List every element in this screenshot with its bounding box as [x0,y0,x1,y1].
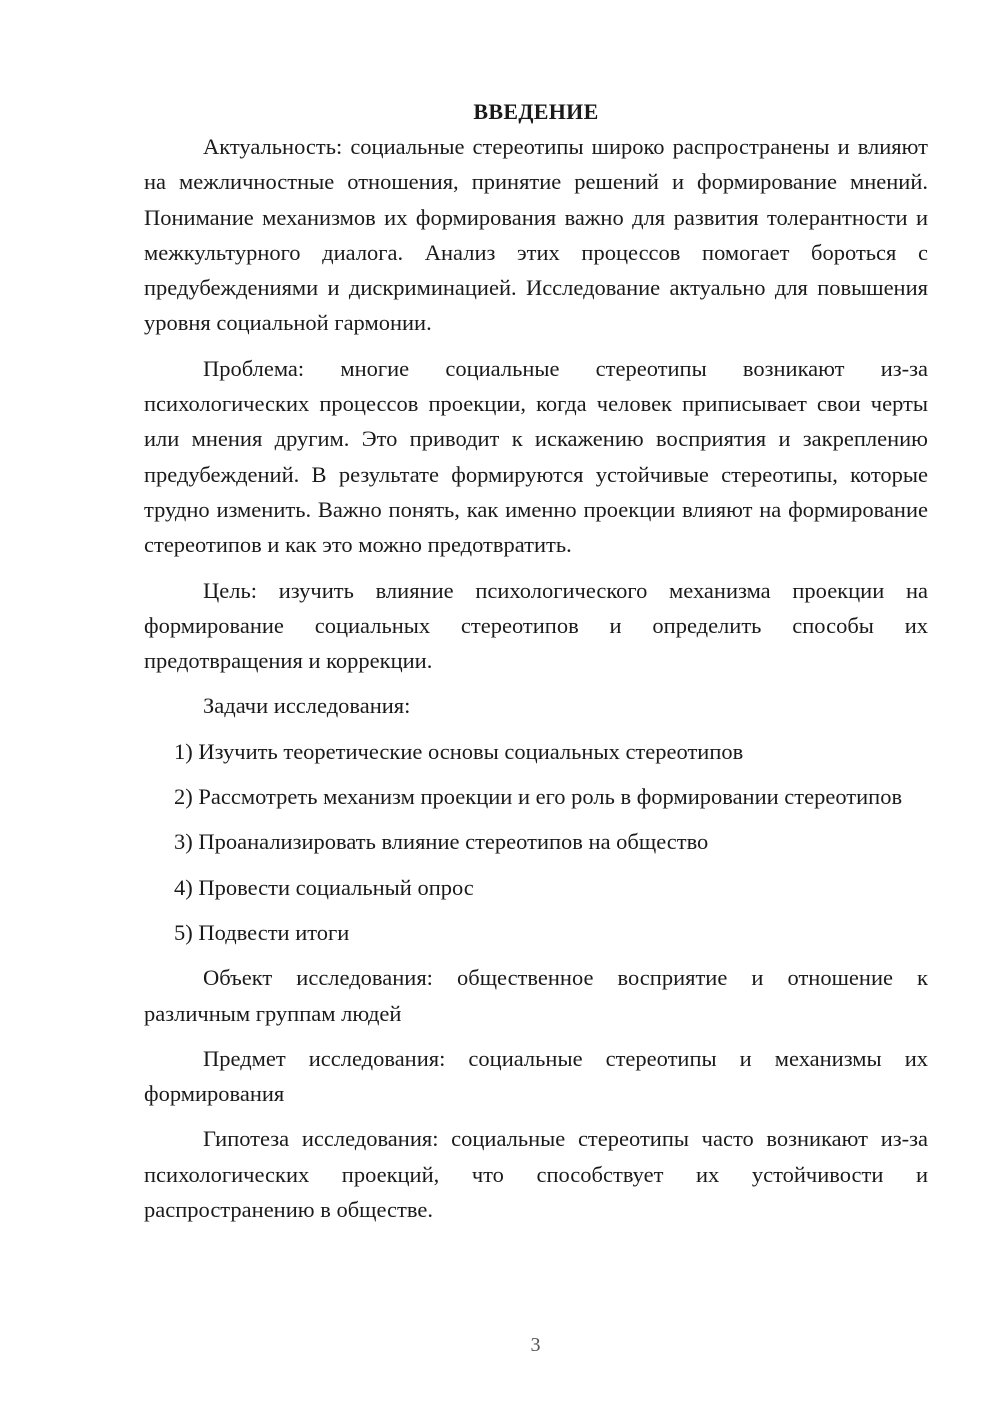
paragraph-object: Объект исследования: общественное восприятие и отношение к различным группам людей [144,965,928,1026]
paragraph-hypothesis: Гипотеза исследования: социальные стереотипы часто возникают из-за психологических проекций, что способствует их устойчивости и распространению в обществе. [144,1126,928,1223]
paragraph-subject: Предмет исследования: социальные стереотипы и механизмы их формирования [144,1045,928,1107]
paragraph-tasks-heading: Задачи исследования: [203,693,411,719]
page-number: 3 [530,1334,541,1356]
task-item-1: 1) Изучить теоретические основы социальных стереотипов [174,738,744,764]
paragraph-goal: Цель: изучить влияние психологического механизма проекции на формирование социальных стереотипов и определить способы их предотвращения и коррекции. [144,577,928,674]
paragraph-problem: Проблема: многие социальные стереотипы возникают из-за психологических процессов проекции, когда человек приписывает свои черты или мнения другим. Это приводит к искажению восприятия и закреплению предубеждений. В результате формируются устойчивые стереотипы, которые трудно изменить. Важно понять, как именно проекции влияют на формирование стереотипов и как это можно предотвратить. [144,355,928,558]
paragraph-relevance: Актуальность: социальные стереотипы широко распространены и влияют на межличностные отношения, принятие решений и формирование мнений. Понимание механизмов их формирования важно для развития толерантности и межкультурного диалога. Анализ этих процессов помогает бороться с предубеждениями и дискриминацией. Исследование актуально для повышения уровня социальной гармонии. [144,134,928,336]
section-title: ВВЕДЕНИЕ [473,99,599,124]
document-page [144,94,928,1237]
task-item-4: 4) Провести социальный опрос [174,874,474,900]
task-item-3: 3) Проанализировать влияние стереотипов на общество [174,829,709,855]
task-item-5: 5) Подвести итоги [174,919,350,945]
task-item-2: 2) Рассмотреть механизм проекции и его роль в формировании стереотипов [174,784,903,810]
